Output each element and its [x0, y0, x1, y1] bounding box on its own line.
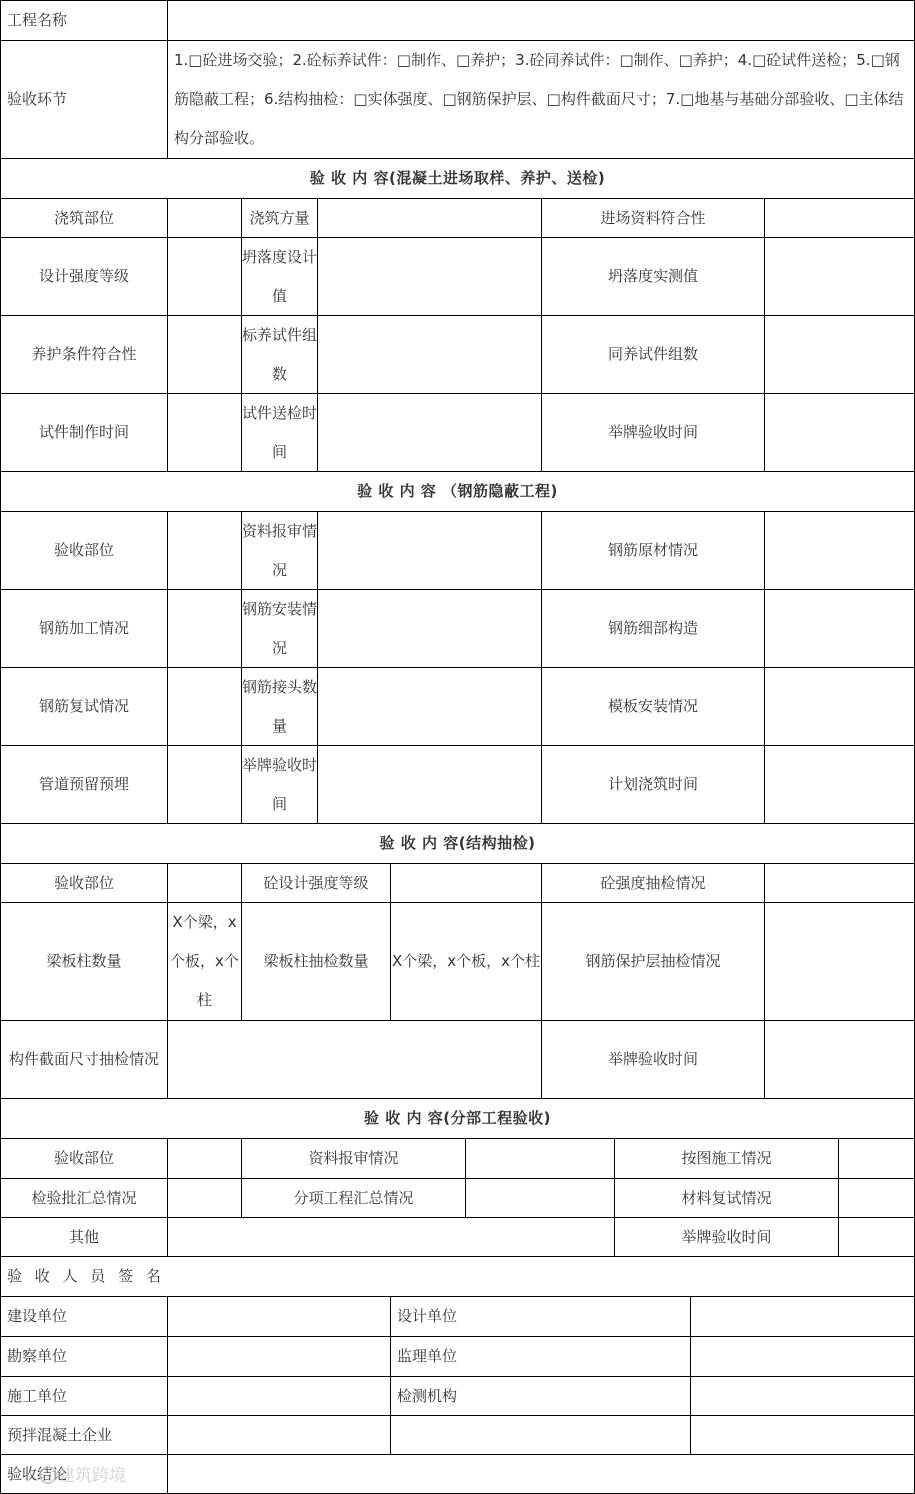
label-s4-sign-time: 举牌验收时间	[681, 1227, 772, 1246]
label-ready-mix: 预拌混凝土企业	[7, 1425, 113, 1444]
value-rebar_joints[interactable]	[318, 668, 541, 745]
svg-text:建筑跨境: 建筑跨境	[58, 1466, 126, 1486]
value-s3-sampled-count: X个梁，x个板，x个柱	[391, 952, 541, 970]
label-specimen_time: 试件制作时间	[38, 423, 129, 441]
signature-blank-2[interactable]	[691, 1416, 914, 1454]
value-standard_specimen_groups[interactable]	[318, 316, 541, 393]
label-s3-sampled-count: 梁板柱抽检数量	[263, 952, 369, 970]
value-s4-location[interactable]	[168, 1139, 241, 1178]
label-formwork: 模板安装情况	[607, 697, 698, 715]
section-header-subdivision: 验 收 内 容(分部工程验收)	[364, 1109, 551, 1127]
value-s3-design-strength[interactable]	[391, 864, 541, 902]
label-s3-section-sampling: 构件截面尺寸抽检情况	[8, 1050, 159, 1068]
value-specimen_time[interactable]	[168, 394, 241, 471]
label-curing_conditions: 养护条件符合性	[31, 345, 137, 363]
value-specimen_delivery_time[interactable]	[318, 394, 541, 471]
label-contractor: 施工单位	[7, 1386, 68, 1405]
value-planned_pour_time[interactable]	[765, 746, 914, 823]
value-sign_time[interactable]	[765, 394, 914, 471]
label-pour_volume: 浇筑方量	[249, 208, 310, 227]
label-rebar_joints: 钢筋接头数量	[242, 677, 318, 735]
value-s3-cover-sampling[interactable]	[765, 903, 914, 1020]
label-conclusion: 验收结论	[7, 1464, 68, 1483]
label-s3-design-strength: 砼设计强度等级	[263, 873, 369, 892]
value-s3-section-sampling[interactable]	[168, 1021, 541, 1098]
label-s4-batch-summary: 检验批汇总情况	[31, 1188, 137, 1207]
label-s3-member-count: 梁板柱数量	[46, 952, 122, 970]
value-s3-strength-sampling[interactable]	[765, 864, 914, 902]
value-sign_time[interactable]	[318, 746, 541, 823]
value-pipe_embed[interactable]	[168, 746, 241, 823]
value-rebar_retest[interactable]	[168, 668, 241, 745]
section-header-rebar: 验 收 内 容 （钢筋隐蔽工程)	[357, 482, 558, 500]
value-pour_location[interactable]	[168, 199, 241, 237]
signature-testing[interactable]	[691, 1377, 914, 1415]
label-same_condition_groups: 同养试件组数	[607, 345, 698, 363]
value-s4-per-drawing[interactable]	[839, 1139, 914, 1178]
value-s4-sign-time[interactable]	[839, 1218, 914, 1256]
signature-contractor[interactable]	[168, 1377, 390, 1415]
label-planned_pour_time: 计划浇筑时间	[607, 775, 698, 793]
signature-blank-1[interactable]	[391, 1416, 690, 1454]
value-slump_measured[interactable]	[765, 238, 914, 315]
project-name-value[interactable]	[168, 1, 914, 40]
value-rebar_detailing[interactable]	[765, 590, 914, 667]
value-s3-member-count: X个梁，x个板，x个柱	[170, 913, 239, 1009]
label-surveyor: 勘察单位	[7, 1347, 68, 1365]
value-s3-sign-time[interactable]	[765, 1021, 914, 1098]
signature-supervisor[interactable]	[691, 1337, 914, 1376]
signature-surveyor[interactable]	[168, 1337, 390, 1376]
label-supervisor: 监理单位	[397, 1347, 458, 1365]
label-standard_specimen_groups: 标养试件组数	[242, 325, 318, 383]
value-pour_volume[interactable]	[318, 199, 541, 237]
label-testing: 检测机构	[397, 1386, 458, 1405]
signature-designer[interactable]	[691, 1297, 914, 1336]
label-rebar_processing: 钢筋加工情况	[38, 619, 129, 637]
label-rebar_detailing: 钢筋细部构造	[607, 619, 698, 637]
label-slump_design: 坍落度设计值	[242, 247, 318, 305]
value-s4-subitem-summary[interactable]	[466, 1179, 614, 1217]
signature-owner[interactable]	[168, 1297, 390, 1336]
value-formwork[interactable]	[765, 668, 914, 745]
value-s3-location[interactable]	[168, 864, 241, 902]
label-designer: 设计单位	[397, 1307, 458, 1325]
label-rebar_installation: 钢筋安装情况	[242, 599, 318, 657]
label-s3-sign-time: 举牌验收时间	[607, 1050, 698, 1068]
label-sign_time: 举牌验收时间	[242, 755, 318, 813]
acceptance-stage-text: 1.□砼进场交验；2.砼标养试件：□制作、□养护；3.砼同养试件：□制作、□养护；4.□砼试件送检；5.□钢筋隐蔽工程；6.结构抽检：□实体强度、□钢筋保护层、□构件截面尺寸；7.□地基与基础分部验收、□主体结构分部验收。	[174, 51, 904, 147]
label-delivery_docs: 进场资料符合性	[600, 208, 706, 227]
value-rebar_material[interactable]	[765, 512, 914, 589]
value-rebar_installation[interactable]	[318, 590, 541, 667]
label-owner: 建设单位	[7, 1307, 68, 1325]
project-name-label: 工程名称	[7, 11, 68, 29]
value-s4-material-retest[interactable]	[839, 1179, 914, 1217]
label-slump_measured: 坍落度实测值	[607, 267, 698, 285]
label-s4-per-drawing: 按图施工情况	[681, 1149, 772, 1167]
value-conclusion[interactable]	[168, 1455, 914, 1493]
value-curing_conditions[interactable]	[168, 316, 241, 393]
label-rebar_retest: 钢筋复试情况	[38, 697, 129, 715]
signature-ready-mix[interactable]	[168, 1416, 390, 1454]
value-delivery_docs[interactable]	[765, 199, 914, 237]
label-pipe_embed: 管道预留预埋	[38, 775, 129, 793]
label-s4-doc-review: 资料报审情况	[308, 1149, 399, 1167]
label-s4-subitem-summary: 分项工程汇总情况	[293, 1188, 414, 1207]
value-s4-batch-summary[interactable]	[168, 1179, 241, 1217]
section-header-structure: 验 收 内 容(结构抽检)	[379, 834, 536, 852]
label-s4-other: 其他	[68, 1227, 99, 1246]
label-specimen_delivery_time: 试件送检时间	[242, 403, 318, 461]
value-doc_review[interactable]	[318, 512, 541, 589]
label-s4-material-retest: 材料复试情况	[681, 1188, 772, 1207]
label-sign_time: 举牌验收时间	[607, 423, 698, 441]
value-design_strength[interactable]	[168, 238, 241, 315]
label-s3-location: 验收部位	[53, 873, 114, 892]
value-rebar_processing[interactable]	[168, 590, 241, 667]
label-doc_review: 资料报审情况	[242, 521, 318, 579]
label-rebar_material: 钢筋原材情况	[607, 541, 698, 559]
label-pour_location: 浇筑部位	[53, 208, 114, 227]
label-location: 验收部位	[53, 541, 114, 559]
value-s4-doc-review[interactable]	[466, 1139, 614, 1178]
label-design_strength: 设计强度等级	[38, 267, 129, 285]
value-s4-other[interactable]	[168, 1218, 614, 1256]
value-location[interactable]	[168, 512, 241, 589]
signatures-header: 验 收 人 员 签 名	[7, 1267, 165, 1285]
section-header-concrete: 验 收 内 容(混凝土进场取样、养护、送检)	[309, 169, 606, 187]
acceptance-stage-label: 验收环节	[7, 90, 68, 108]
label-s3-strength-sampling: 砼强度抽检情况	[600, 873, 706, 892]
label-s3-cover-sampling: 钢筋保护层抽检情况	[585, 952, 721, 970]
value-slump_design[interactable]	[318, 238, 541, 315]
label-s4-location: 验收部位	[53, 1149, 114, 1167]
value-same_condition_groups[interactable]	[765, 316, 914, 393]
